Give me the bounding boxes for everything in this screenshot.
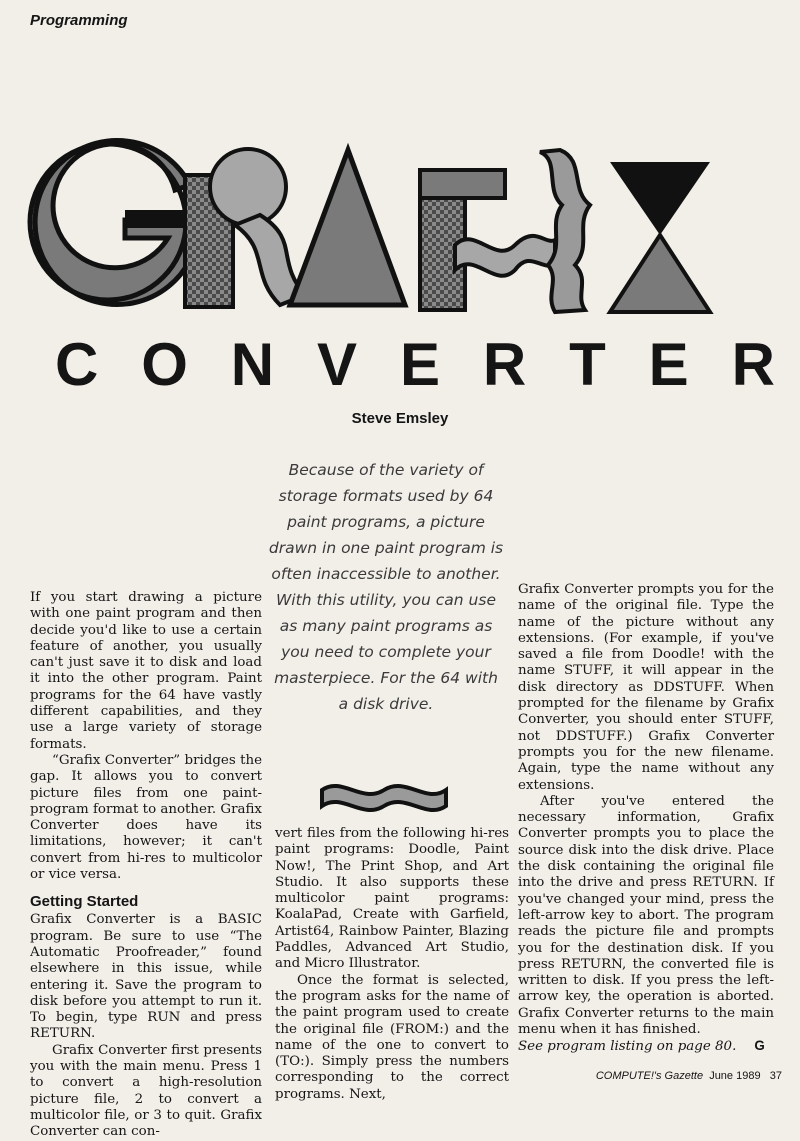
subtitle-letter: E xyxy=(648,331,689,398)
subtitle-letter: N xyxy=(230,331,275,398)
paragraph: Grafix Converter first presents you with the main menu. Press 1 to convert a high-resolution picture file, 2 to convert a multicolor file, or 3 to quit. Grafix Converter can con- xyxy=(30,1042,262,1140)
section-heading: Getting Started xyxy=(30,893,139,911)
letter-a-shape xyxy=(290,150,405,305)
paragraph: Once the format is selected, the program asks for the name of the paint program used to create the original file (FROM:) and the name of the one to convert to (TO:). Simply press the numbers corresponding to the correct programs. Next, xyxy=(275,972,509,1102)
wave-divider-icon xyxy=(318,778,450,816)
paragraph: If you start drawing a picture with one paint program and then decide you'd like to use a certain feature of another, you usually can't just save it to disk and load it into the other program. Paint programs for the 64 have vastly different capabilities, and they use a large variety of storage formats. xyxy=(30,590,262,752)
section-label: Programming xyxy=(30,12,128,29)
letter-x-shape xyxy=(610,162,710,312)
page-footer xyxy=(520,1070,782,1082)
subtitle-letter: C xyxy=(55,331,99,398)
pullquote: Because of the variety of storage formats used by 64 paint programs, a picture drawn in one paint program is often inaccessible to another. With this utility, you can use as many paint programs as you need to complete your masterpiece. For the 64 with a disk drive. xyxy=(268,461,504,713)
subtitle-letter: V xyxy=(317,331,358,398)
paragraph: vert files from the following hi-res paint programs: Doodle, Paint Now!, The Print Shop, and Art Studio. It also supports these multicolor paint programs: KoalaPad, Create with Garfield, Artist64, Rainbow Painter, Blazing Paddles, Advanced Art Studio, and Micro Illustrator. xyxy=(275,826,509,972)
article-column-middle xyxy=(275,826,509,1103)
end-mark: G xyxy=(754,1038,765,1054)
paragraph: Grafix Converter is a BASIC program. Be sure to use “The Automatic Proofreader,” found elsewhere in this issue, while entering it. Save the program to disk before you attempt to run it. To begin, type RUN and press RETURN. xyxy=(30,912,262,1042)
paragraph: After you've entered the necessary information, Grafix Converter prompts you to place the source disk into the disk drive. Place the disk containing the original file into the drive and press RETURN. If you've changed your mind, press the left-arrow key to abort. The program reads the picture file and prompts you for the destination disk. If you press RETURN, the converted file is written to disk. If you press the left-arrow key, the operation is aborted. Grafix Converter returns to the main menu when it has finished. xyxy=(518,793,774,1038)
paragraph: “Grafix Converter” bridges the gap. It allows you to convert picture files from one paint-program format to another. Grafix Converter does have its limitations, however; it can't convert from hi-res to multicolor or vice versa. xyxy=(30,752,262,883)
paragraph: Grafix Converter prompts you for the name of the original file. Type the name of the picture without any extensions. (For example, if you've saved a file from Doodle! with the name STUFF, it will appear in the disk directory as DDSTUFF. When prompted for the filename by Grafix Converter, you should enter STUFF, not DDSTUFF.) Grafix Converter prompts you for the new filename. Again, type the name without any extensions. xyxy=(518,582,774,793)
program-listing-note xyxy=(518,1038,774,1055)
subtitle-letter: R xyxy=(731,331,775,398)
letter-g-shape xyxy=(30,141,190,305)
article-column-left xyxy=(30,590,262,1141)
subtitle-letter: R xyxy=(482,331,527,398)
publication-name: COMPUTE!'s Gazette xyxy=(595,1070,704,1082)
subtitle-letter: E xyxy=(399,331,440,398)
see-listing-text: See program listing on page 80. xyxy=(518,1039,737,1055)
wave-dash-shape xyxy=(455,236,555,276)
subtitle-letter: O xyxy=(141,331,188,398)
page-number: 37 xyxy=(769,1070,782,1082)
letter-r-shape xyxy=(185,149,305,307)
letter-i-shape xyxy=(540,150,590,312)
article-column-right xyxy=(518,582,774,1056)
grafix-title-art xyxy=(0,130,800,330)
subtitle-letter: T xyxy=(569,331,606,398)
subtitle-converter xyxy=(55,330,775,400)
issue-date: June 1989 xyxy=(709,1070,761,1082)
byline: Steve Emsley xyxy=(351,410,449,427)
